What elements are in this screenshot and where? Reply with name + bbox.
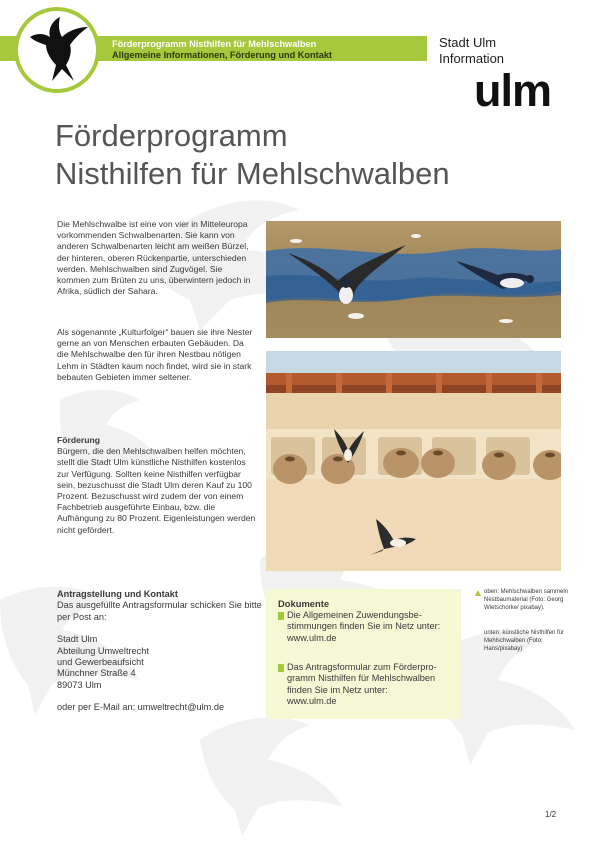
ulm-logo: ulm — [474, 65, 552, 116]
address-line: Münchner Straße 4 — [57, 668, 136, 679]
documents-item-1-link[interactable]: www.ulm.de — [287, 632, 337, 643]
caption-bottom-photo: unten: künstliche Nisthilfen für Mehlschwalben (Foto: Hans/pixabay) — [484, 630, 565, 652]
documents-item-1 — [287, 610, 457, 644]
photo-artificial-nests — [266, 351, 561, 571]
city-information-label — [439, 35, 504, 67]
email-line[interactable]: oder per E-Mail an: umweltrecht@ulm.de — [57, 702, 225, 713]
documents-item-2-text: Das Antragsformular zum Förderprogramm Nisthilfen für Mehlschwalben finden Sie im Netz unter: — [287, 662, 437, 695]
foerderung-heading: Förderung — [57, 435, 100, 445]
city-name: Stadt Ulm — [439, 35, 497, 50]
address-line: 89073 Ulm — [57, 679, 102, 690]
caption-top-photo: oben: Mehlschwalben sammeln Nestbaumaterial (Foto: Georg Wietschorke/ pixabay). — [484, 589, 569, 611]
documents-item-1-text: Die Allgemeinen Zuwendungsbestimmungen finden Sie im Netz unter: — [287, 610, 441, 632]
address-line: Stadt Ulm — [57, 634, 98, 645]
contact-heading: Antragstellung und Kontakt — [57, 589, 178, 599]
address-line: Abteilung Umweltrecht — [57, 645, 149, 656]
document-icon — [278, 664, 284, 672]
title-line-1: Förderprogramm — [55, 118, 288, 153]
caption-triangle-icon — [475, 590, 481, 596]
intro-paragraph-2: Als sogenannte „Kulturfolger“ bauen sie ihre Nester gerne an von Menschen erbauten Gebäuden. Da die Mehlschwalbe den für ihren Nestbau nötigen Lehm in Städten kaum noch findet, wird sie in stark bebauten Gebieten immer seltener. — [57, 327, 253, 382]
documents-heading: Dokumente — [278, 598, 330, 609]
swallow-logo — [14, 7, 100, 93]
intro-paragraph-1: Die Mehlschwalbe ist eine von vier in Mitteleuropa vorkommenden Schwalbenarten. Sie kann von anderen Schwalbenarten leicht am weißen Bürzel, der hinteren, oberen Rückenpartie, unterschieden werden. Mehlschwalben sind Zugvögel. Sie kommen zum Brüten zu uns, überwintern jedoch in Afrika, südlich der Sahara. — [57, 219, 251, 297]
document-icon — [278, 612, 284, 620]
foerderung-text: Bürgern, die den Mehlschwalben helfen möchten, stellt die Stadt Ulm künstliche Nisthilfen kostenlos zur Verfügung. Sollten keine Nisthilfen verfügbar sein, bezuschusst die Stadt Ulm deren Kauf zu 100 Prozent. Bezuschusst wird zudem der von einem Fachbetrieb ausgeführte Einbau, bzw. die Aufhängung zu 80 Prozent. Eigenleistungen werden nicht gefördert. — [57, 446, 256, 535]
page-number: 1/2 — [545, 810, 557, 819]
page-title — [55, 117, 450, 193]
contact-intro: Das ausgefüllte Antragsformular schicken Sie bitte per Post an: — [57, 600, 262, 622]
documents-item-2-link[interactable]: www.ulm.de — [287, 696, 337, 707]
header-band-title: Förderprogramm Nisthilfen für Mehlschwalben — [112, 39, 317, 49]
information-label: Information — [439, 51, 505, 66]
title-line-2: Nisthilfen für Mehlschwalben — [55, 156, 450, 191]
documents-item-2 — [287, 662, 457, 708]
header-band-subtitle: Allgemeine Informationen, Förderung und Kontakt — [112, 50, 332, 60]
swallow-icon — [22, 15, 92, 85]
contact-section — [57, 589, 262, 714]
foerderung-section — [57, 435, 257, 536]
address-line: und Gewerbeaufsicht — [57, 657, 144, 668]
photo-swallows-collecting-mud — [266, 221, 561, 338]
